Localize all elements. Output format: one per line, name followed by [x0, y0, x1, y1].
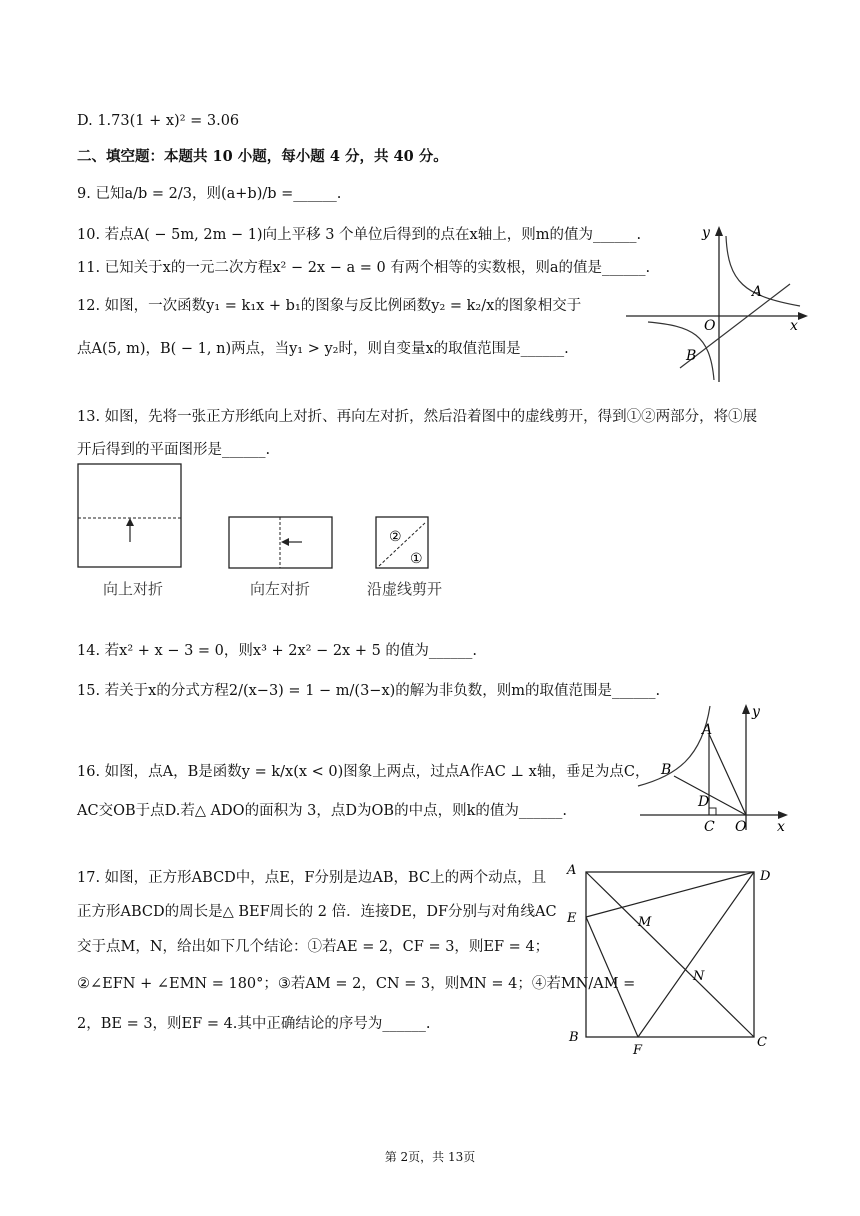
option-d: D. 1.73(1 + x)² = 3.06 [77, 113, 240, 129]
label-point-m: M [638, 915, 652, 930]
question-17-line3: 交于点M，N，给出如下几个结论：①若AE = 2，CF = 3，则EF = 4； [77, 939, 550, 955]
figure-q16-function-graph [636, 700, 792, 836]
fold-left-arrow-head [281, 538, 289, 546]
caption-cut-dashed: 沿虚线剪开 [367, 580, 443, 598]
question-11: 11. 已知关于x的一元二次方程x² − 2x − a = 0 有两个相等的实数根，则a的值是______. [77, 260, 651, 276]
question-17-line5: 2，BE = 3，则EF = 4.其中正确结论的序号为______. [77, 1016, 431, 1032]
label-origin: O [735, 819, 747, 835]
question-13-line1: 13. 如图，先将一张正方形纸向上对折、再向左对折，然后沿着图中的虚线剪开，得到①②两部分，将①展 [77, 409, 758, 425]
label-point-c: C [757, 1035, 767, 1050]
hyperbola-branch [638, 706, 713, 786]
x-axis-arrow [778, 811, 788, 819]
y-axis-arrow [742, 704, 750, 714]
question-17-line4: ②∠EFN + ∠EMN = 180°；③若AM = 2，CN = 3，则MN = 4；④若MN/AM = [77, 976, 636, 992]
label-y: y [752, 704, 760, 720]
figure-q12-function-graph [622, 222, 812, 387]
x-axis-arrow [798, 312, 808, 320]
linear-function-line [680, 284, 790, 368]
question-15: 15. 若关于x的分式方程2/(x−3) = 1 − m/(3−x)的解为非负数，则m的取值范围是______. [77, 683, 661, 699]
label-point-e: E [567, 911, 577, 926]
label-point-b: B [686, 348, 697, 364]
hyperbola-branch-1 [726, 236, 800, 306]
segment-bo [674, 776, 746, 815]
question-10: 10. 若点A( − 5m, 2m − 1)向上平移 3 个单位后得到的点在x轴上，则m的值为______. [77, 227, 642, 243]
caption-fold-up: 向上对折 [103, 580, 164, 598]
segment-de [586, 872, 754, 917]
segment-ef [586, 917, 638, 1037]
y-axis-arrow [715, 226, 723, 236]
segment-ao [709, 734, 746, 815]
figure-q17-square [562, 860, 778, 1060]
question-14: 14. 若x² + x − 3 = 0，则x³ + 2x² − 2x + 5 的值为______. [77, 643, 478, 659]
label-x: x [790, 318, 798, 334]
label-point-n: N [693, 969, 705, 984]
label-origin: O [704, 318, 716, 334]
right-angle-mark [709, 808, 716, 815]
label-point-a: A [752, 284, 763, 300]
diagonal-ac [586, 872, 754, 1037]
question-16-line2: AC交OB于点D.若△ ADO的面积为 3，点D为OB的中点，则k的值为______. [77, 803, 567, 819]
region-2-mark: ② [389, 529, 402, 545]
label-point-d: D [698, 794, 710, 810]
question-16-line1: 16. 如图，点A，B是函数y = k/x(x < 0)图象上两点，过点A作AC ⊥ x轴，垂足为点C， [77, 764, 650, 780]
fold-up-arrow-head [126, 518, 134, 526]
label-point-f: F [633, 1043, 643, 1058]
region-1-mark: ① [410, 551, 423, 567]
question-9: 9. 已知a/b = 2/3，则(a+b)/b =______. [77, 186, 342, 202]
figure-q13-paper-folding [76, 462, 446, 574]
label-point-b: B [569, 1030, 579, 1045]
question-12-line2: 点A(5, m)，B( − 1, n)两点，当y₁ > y₂时，则自变量x的取值范围是______. [77, 341, 569, 357]
question-12-line1: 12. 如图，一次函数y₁ = k₁x + b₁的图象与反比例函数y₂ = k₂/x的图象相交于 [77, 298, 582, 314]
label-point-b: B [661, 762, 672, 778]
question-17-line1: 17. 如图，正方形ABCD中，点E，F分别是边AB，BC上的两个动点，且 [77, 870, 547, 886]
segment-df [638, 872, 754, 1037]
question-17-line2: 正方形ABCD的周长是△ BEF周长的 2 倍．连接DE，DF分别与对角线AC [77, 904, 557, 920]
label-y: y [702, 225, 710, 241]
label-point-c: C [704, 819, 715, 835]
page-footer: 第 2页，共 13页 [384, 1150, 476, 1164]
label-point-a: A [567, 863, 577, 878]
section-heading-fill-in: 二、填空题：本题共 10 小题，每小题 4 分，共 40 分。 [77, 148, 448, 165]
label-point-d: D [760, 869, 771, 884]
question-13-line2: 开后得到的平面图形是______. [77, 442, 271, 458]
square-paper [78, 464, 181, 567]
label-x: x [777, 819, 785, 835]
caption-fold-left: 向左对折 [250, 580, 311, 598]
label-point-a: A [702, 722, 713, 738]
